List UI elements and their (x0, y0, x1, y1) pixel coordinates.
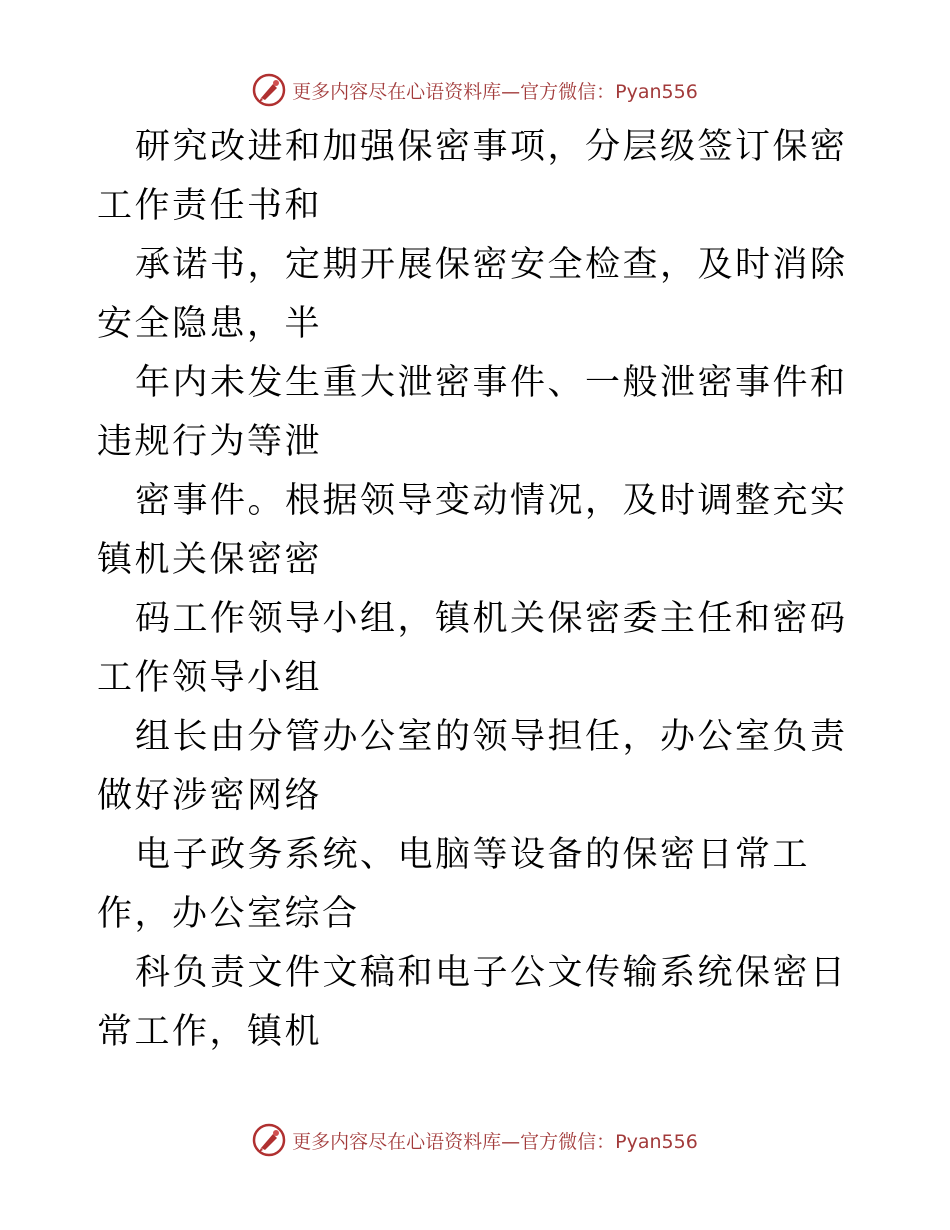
paragraph-line: 行为等泄 (172, 422, 323, 462)
pen-logo-icon (252, 73, 286, 107)
header-banner (0, 70, 950, 110)
paragraph (97, 826, 857, 944)
paragraph-line: 科负责文件文稿和电子公文传输系统保密日常工 (97, 953, 848, 1052)
paragraph (97, 590, 857, 708)
paragraph (97, 118, 857, 236)
paragraph (97, 236, 857, 354)
paragraph-line: 研究改进和加强保密事项，分层级签订保密工作 (97, 127, 848, 226)
paragraph-line: 隐患，半 (172, 304, 323, 344)
paragraph (97, 944, 857, 1062)
paragraph-line: 关保密密 (172, 540, 323, 580)
paragraph-line: 组长由分管办公室的领导担任，办公室负责做好 (97, 717, 848, 816)
paragraph-line: 码工作领导小组，镇机关保密委主任和密码工作 (97, 599, 848, 698)
paragraph-line: 密事件。根据领导变动情况，及时调整充实镇机 (97, 481, 848, 580)
paragraph-line: 作，镇机 (172, 1012, 323, 1052)
paragraph-line: 电子政务系统、电脑等设备的保密日常工作，办 (97, 835, 811, 934)
paragraph-line: 公室综合 (209, 894, 360, 934)
paragraph (97, 708, 857, 826)
footer-banner (0, 1120, 950, 1160)
paragraph (97, 354, 857, 472)
paragraph-line: 责任书和 (172, 186, 323, 226)
paragraph-line: 领导小组 (172, 658, 323, 698)
pen-logo-icon (252, 1123, 286, 1157)
header-banner-text: 更多内容尽在心语资料库—官方微信：Pyan556 (292, 80, 698, 103)
paragraph (97, 472, 857, 590)
paragraph-line: 涉密网络 (172, 776, 323, 816)
paragraph-line: 承诺书，定期开展保密安全检查，及时消除安全 (97, 245, 848, 344)
document-body (97, 118, 857, 1062)
paragraph-line: 年内未发生重大泄密事件、一般泄密事件和违规 (97, 363, 848, 462)
footer-banner-text: 更多内容尽在心语资料库—官方微信：Pyan556 (292, 1130, 698, 1153)
